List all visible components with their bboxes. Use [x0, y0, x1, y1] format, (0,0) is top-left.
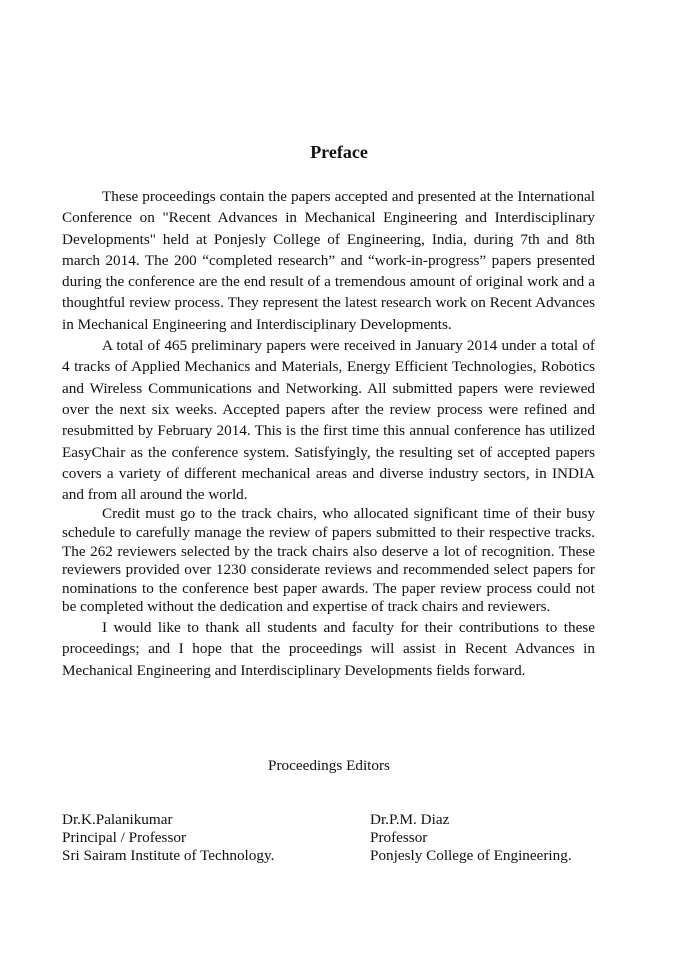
preface-body: [62, 186, 595, 681]
page-title: Preface: [310, 142, 368, 162]
editors-heading: Proceedings Editors: [268, 757, 390, 774]
paragraph-credits: Credit must go to the track chairs, who allocated significant time of their busy schedule to carefully manage the review of papers submitted to their respective tracks. The 262 reviewers selected by the track chairs also deserve a lot of recognition. These reviewers provided over 1230 considerate reviews and recommended select papers for nominations to the conference best paper awards. The paper review process could not be completed without the dedication and expertise of track chairs and reviewers.: [62, 505, 595, 616]
signatory-name: Dr.K.Palanikumar: [62, 811, 173, 828]
paragraph-intro: These proceedings contain the papers accepted and presented at the International Conference on "Recent Advances in Mechanical Engineering and Interdisciplinary Developments" held at Ponjesly College of Engineering, India, during 7th and 8th march 2014. The 200 “completed research” and “work-in-progress” papers presented during the conference are the end result of a tremendous amount of original work and a thoughtful review process. They represent the latest research work on Recent Advances in Mechanical Engineering and Interdisciplinary Developments.: [62, 188, 595, 333]
signatory-role: Principal / Professor: [62, 829, 187, 846]
signatory-institution: Ponjesly College of Engineering.: [370, 847, 572, 864]
paragraph-submissions: A total of 465 preliminary papers were received in January 2014 under a total of 4 tracks of Applied Mechanics and Materials, Energy Efficient Technologies, Robotics and Wireless Communications and Networking. All submitted papers were reviewed over the next six weeks. Accepted papers after the review process were refined and resubmitted by February 2014. This is the first time this annual conference has utilized EasyChair as the conference system. Satisfyingly, the resulting set of accepted papers covers a variety of different mechanical areas and diverse industry sectors, in INDIA and from all around the world.: [62, 337, 595, 504]
signatory-institution: Sri Sairam Institute of Technology.: [62, 847, 275, 864]
signatory-name: Dr.P.M. Diaz: [370, 811, 450, 828]
signatory-left: [62, 811, 274, 865]
paragraph-thanks: I would like to thank all students and faculty for their contributions to these proceedings; and I hope that the proceedings will assist in Recent Advances in Mechanical Engineering and Interdisciplinary Developments fields forward.: [62, 619, 595, 679]
signatory-right: [370, 811, 572, 865]
signatory-role: Professor: [370, 829, 428, 846]
